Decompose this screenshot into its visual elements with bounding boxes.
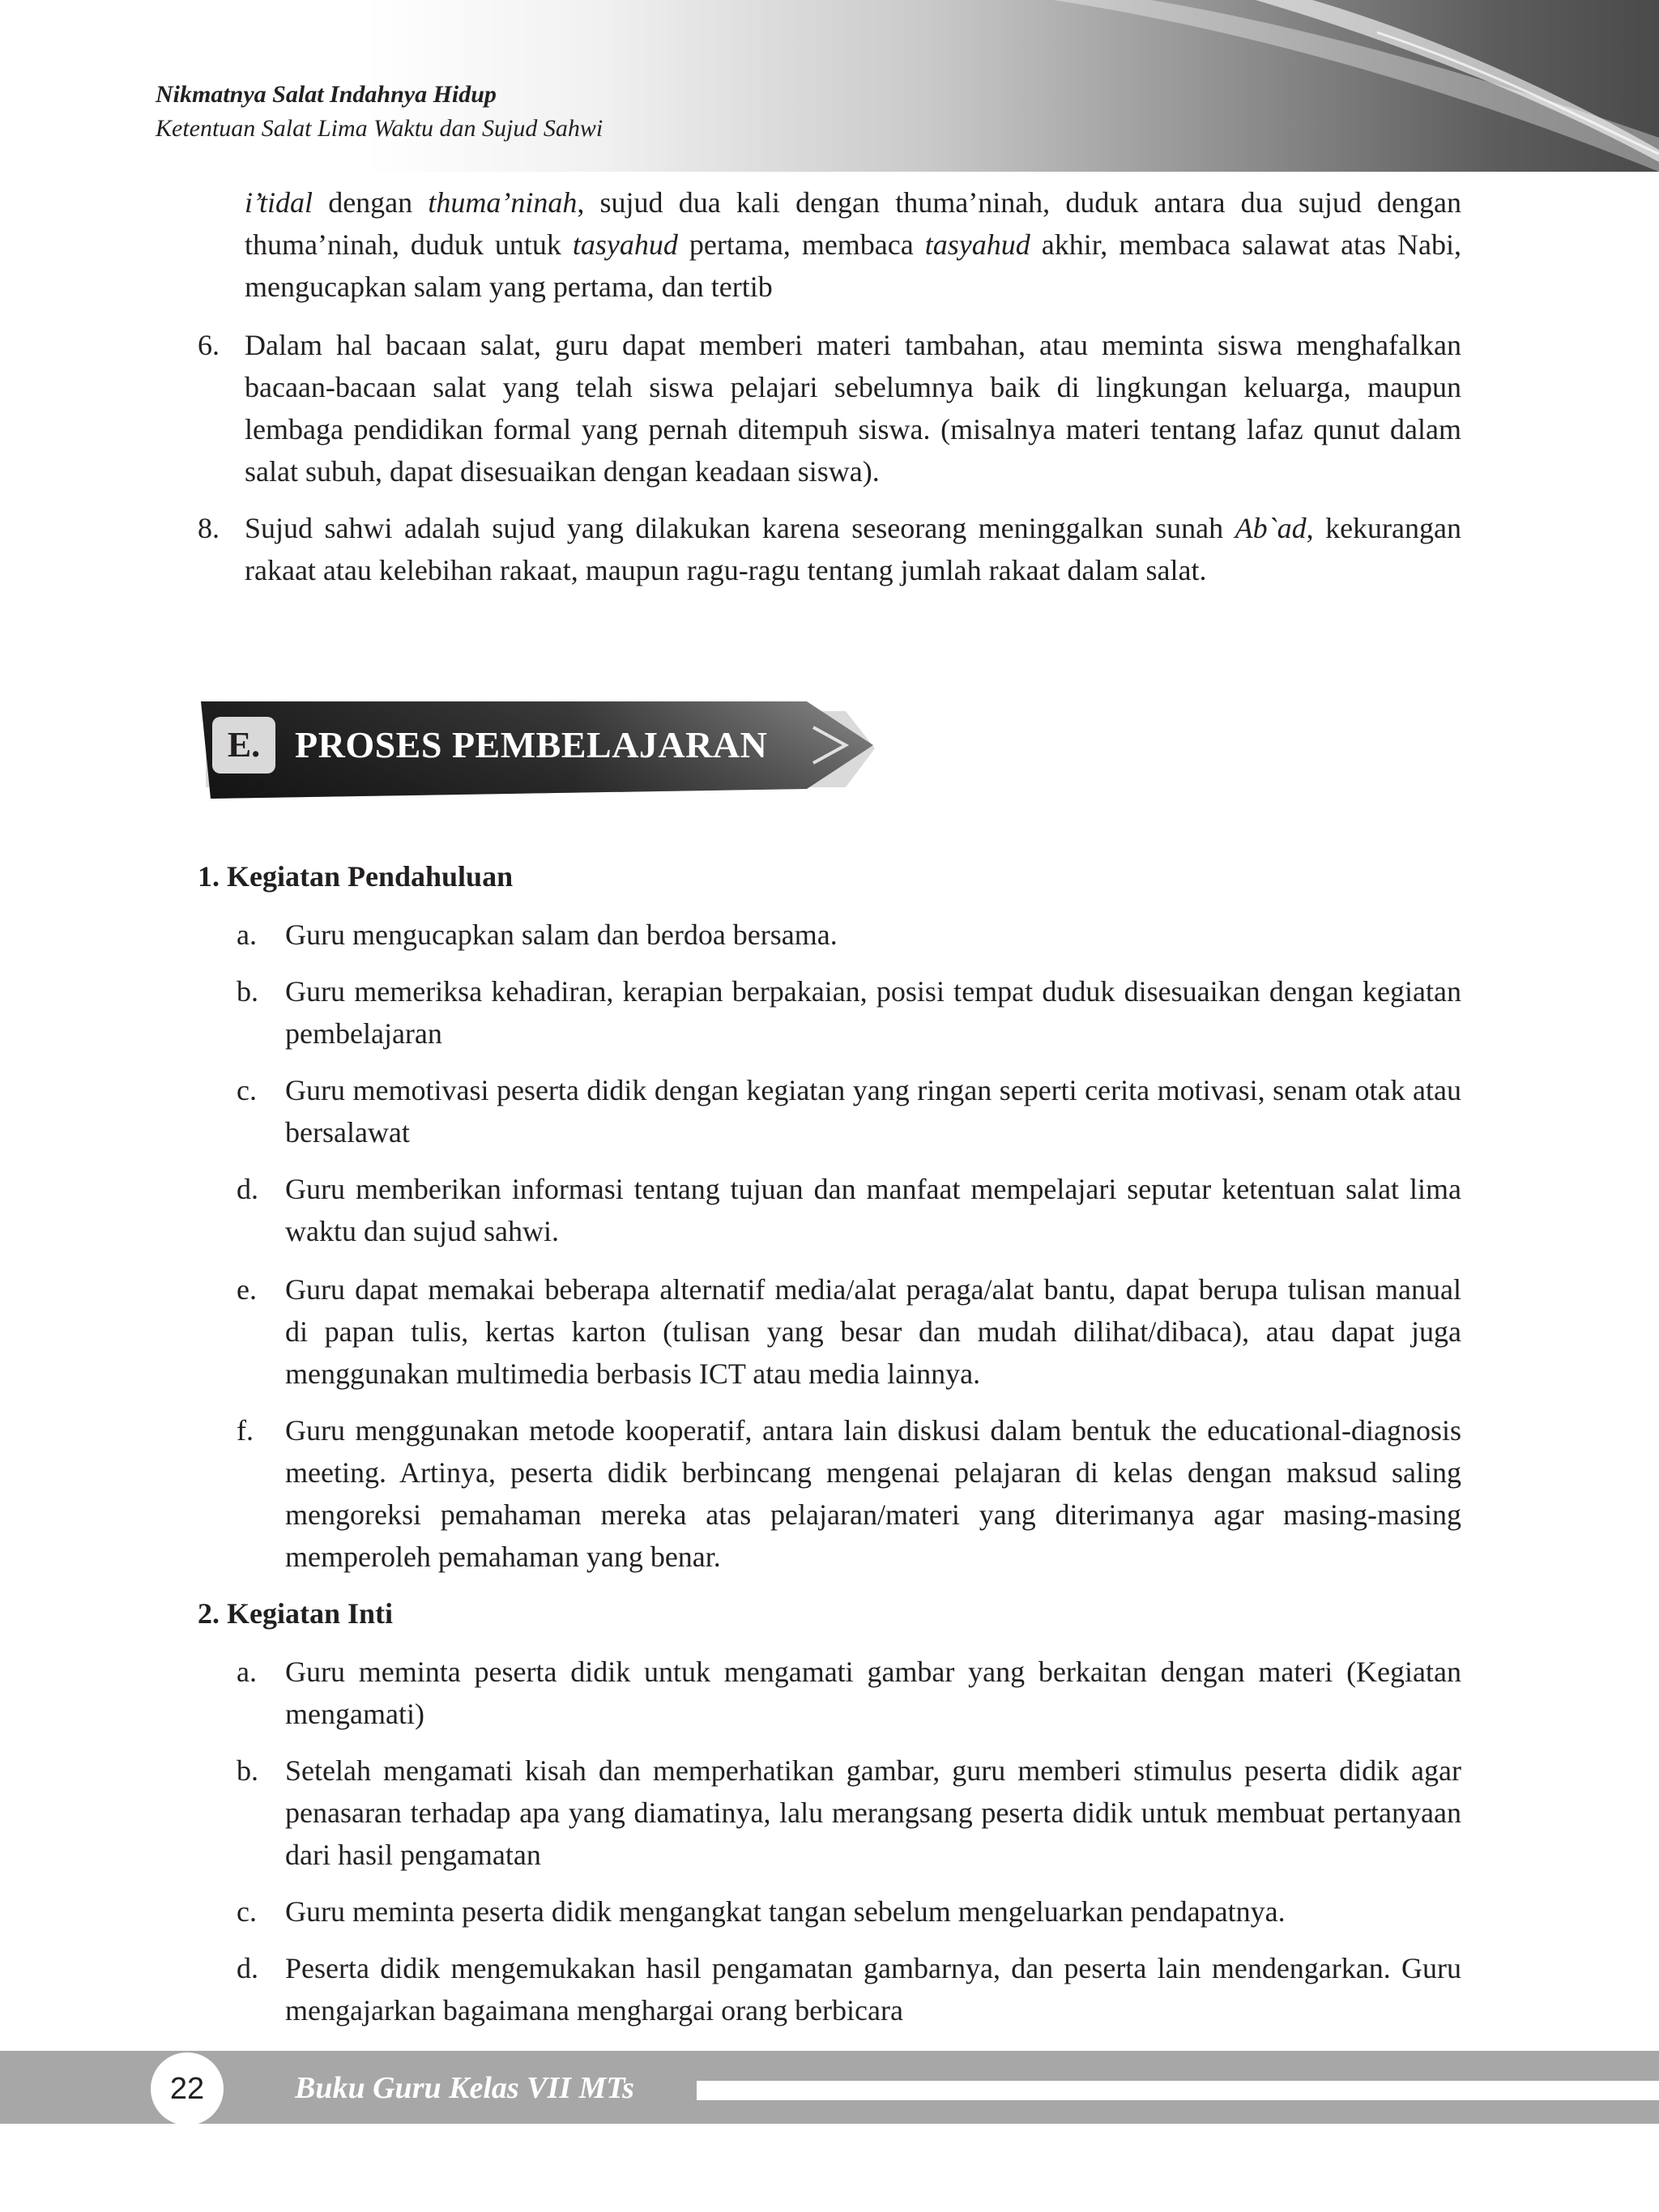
page-number: 22 [151,2052,224,2125]
list-item-letter: c. [237,1895,257,1928]
list-item: Guru meminta peserta didik mengangkat tangan sebelum mengeluarkan pendapatnya. [285,1895,1286,1928]
list-item: Guru memberikan informasi tentang tujuan dan manfaat mempelajari seputar ketentuan salat lima waktu dan sujud sahwi. [285,1173,1461,1247]
list-item: Guru dapat memakai beberapa alternatif media/alat peraga/alat bantu, dapat berupa tulisan manual di papan tulis, kertas karton (tulisan yang besar dan mudah dilihat/dibaca), atau dapat juga menggunakan multimedia berbasis ICT atau media lainnya. [285,1273,1461,1390]
chapter-title: Ketentuan Salat Lima Waktu dan Sujud Sahwi [156,115,603,142]
list-item-letter: a. [237,918,257,951]
list-item-letter: d. [237,1952,258,1984]
list-item: Guru meminta peserta didik untuk mengamati gambar yang berkaitan dengan materi (Kegiatan mengamati) [285,1656,1461,1730]
term-thumaninah: thuma’ninah [428,186,578,219]
list-item-letter: b. [237,1754,258,1787]
term-itidal: i’tidal [245,186,313,219]
list-item: Guru menggunakan metode kooperatif, antara lain diskusi dalam bentuk the educational-diagnosis meeting. Artinya, peserta didik berbincang mengenai pelajaran di kelas dengan maksud saling mengoreksi pemahaman mereka atas pelajaran/materi yang diterimanya agar masing-masing memperoleh pemahaman yang benar. [285,1414,1461,1573]
intro-paragraph: i’tidal dengan thuma’ninah, sujud dua kali dengan thuma’ninah, duduk antara dua sujud dengan thuma’ninah, duduk untuk tasyahud pertama, membaca tasyahud akhir, membaca salawat atas Nabi, mengucapkan salam yang pertama, dan tertib [245,186,1462,303]
term-tasyahud: tasyahud [572,228,678,261]
list-item-letter: f. [237,1414,254,1447]
list-item: Guru memeriksa kehadiran, kerapian berpakaian, posisi tempat duduk disesuaikan dengan kegiatan pembelajaran [285,975,1461,1050]
item-number: 8. [198,512,220,544]
term-abad: Ab`ad [1235,512,1307,544]
list-item-letter: a. [237,1656,257,1688]
footer-book-name: Buku Guru Kelas VII MTs [295,2071,634,2105]
list-item-letter: c. [237,1074,257,1106]
list-item: Peserta didik mengemukakan hasil pengamatan gambarnya, dan peserta lain mendengarkan. Guru mengajarkan bagaimana menghargai orang berbicara [285,1952,1461,2027]
book-title: Nikmatnya Salat Indahnya Hidup [156,81,497,108]
term-tasyahud: tasyahud [924,228,1030,261]
section-title: PROSES PEMBELAJARAN [295,724,768,765]
item-number: 6. [198,329,220,361]
list-item-letter: d. [237,1173,258,1205]
footer-strip [697,2081,1659,2100]
list-item: Setelah mengamati kisah dan memperhatikan gambar, guru memberi stimulus peserta didik agar penasaran terhadap apa yang diamatinya, lalu merangsang peserta didik untuk membuat pertanyaan dari hasil pengamatan [285,1754,1461,1871]
list-item-letter: e. [237,1273,257,1306]
subsection-heading: 2. Kegiatan Inti [198,1597,394,1630]
list-item: Guru memotivasi peserta didik dengan kegiatan yang ringan seperti cerita motivasi, senam otak atau bersalawat [285,1074,1461,1149]
item-text: Dalam hal bacaan salat, guru dapat memberi materi tambahan, atau meminta siswa menghafalkan bacaan-bacaan salat yang telah siswa pelajari sebelumnya baik di lingkungan keluarga, maupun lembaga pendidikan formal yang pernah ditempuh siswa. (misalnya materi tentang lafaz qunut dalam salat subuh, dapat disesuaikan dengan keadaan siswa). [245,329,1461,488]
section-letter: E. [212,717,275,774]
list-item-letter: b. [237,975,258,1008]
list-item: Guru mengucapkan salam dan berdoa bersama. [285,918,838,951]
subsection-heading: 1. Kegiatan Pendahuluan [198,860,514,893]
item-text: Sujud sahwi adalah sujud yang dilakukan karena seseorang meninggalkan sunah Ab`ad, kekurangan rakaat atau kelebihan rakaat, maupun ragu-ragu tentang jumlah rakaat dalam salat. [245,512,1461,586]
